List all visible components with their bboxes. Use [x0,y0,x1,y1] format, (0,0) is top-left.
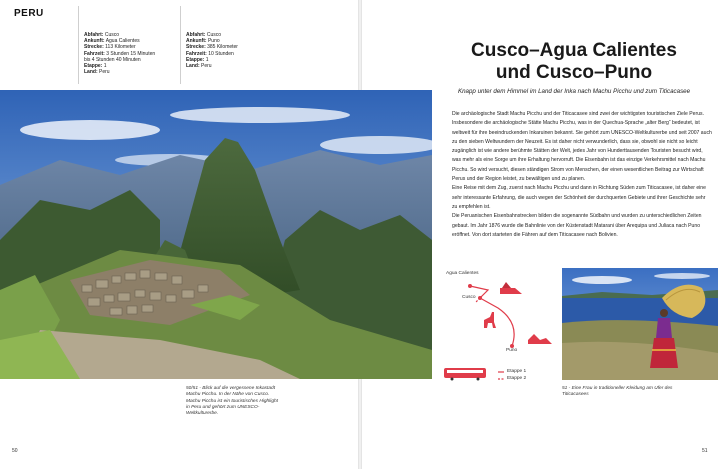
map-label-cusco: Cusco [462,295,476,300]
info-row: Fahrzeit: 3 Stunden 15 Minuten [84,50,156,57]
cusco-marker [478,296,482,300]
info-row: Ankunft: Agua Calientes [84,38,140,45]
lake-icon [528,334,552,344]
divider [180,6,181,84]
route-map [440,268,555,386]
legend-etappe-1: Etappe 1 [507,369,527,374]
page-title: Cusco–Agua Calientes und Cusco–Puno [471,40,677,83]
titicaca-woman-photo [562,268,718,380]
info-row: Land: Peru [84,69,110,76]
info-row: Etappe: 1 [186,56,209,63]
map-label-aguas-calientes: Agua Calientes [446,271,479,276]
aguas-calientes-marker [468,284,472,288]
map-label-puno: Puno [506,348,518,353]
paragraph: Eine Reise mit dem Zug, zuerst nach Machu Picchu und dann in Richtung Süden zum Titicacasee, ist daher eine sehr interessante Erfahrung, die auch wegen der Schönheit der durchquerten Gebiete und ihrer Geschichte sehr zu empfehlen ist. [452,185,706,210]
page-number-right: 51 [702,448,708,454]
page-number-left: 50 [12,448,18,454]
photo-caption-right: 51 - Eine Frau in traditioneller Kleidung am Ufer des Titicacasees [562,386,673,398]
info-row: bis 4 Stunden 40 Minuten [84,56,141,63]
paragraph: Die archäologische Stadt Machu Picchu und der Titicacasee sind zwei der wichtigsten touristischen Ziele Perus. Insbesondere die archäologische Stätte Machu Picchu, was in der Quechua-Sprache „alter Berg“ bedeutet, ist weltweit für ihre beeindruckenden Inkaruinen bekannt. Sie gehört zum UNESCO-Weltkulturerbe und seit 2007 auch zu den sieben Weltwundern der Neuzeit. Es ist daher nicht verwunderlich, dass sie, obwohl sie nicht so leicht zugänglich ist wie andere berühmte Stätten der Welt, jedes Jahr von Hunderttausenden Touristen besucht wird, was mehr als eine Sorge um ihre Erhaltung hervorruft. Die Eisenbahn ist das einzige Verkehrsmittel nach Machu Picchu. So wird versucht, diesen ständigen Strom von Menschen, der einen wesentlichen Beitrag zur Wirtschaft Perus und der Region leistet, zu bewältigen und zu planen. [452,111,712,183]
info-row: Ankunft: Puno [186,38,220,45]
divider [78,6,79,84]
info-row: Etappe: 1 [84,63,107,70]
photo-caption-left: 50/51 - Blick auf die vergessene Inkastadt Machu Picchu. In der Nähe von Cusco. Machu Picchu ist ein touristisches Highlight in Peru und gehört zum UNESCO-Weltkulturerbe. [186,386,278,417]
route-info-2 [186,32,278,69]
route-info-1 [84,32,176,75]
info-row: Strecke: 385 Kilometer [186,44,238,51]
section-label: PERU [14,8,44,19]
info-row: Fahrzeit: 10 Stunden [186,50,234,57]
info-row: Land: Peru [186,63,212,70]
paragraph: Die Peruanischen Eisenbahnstrecken bilden die sogenannte Südbahn und wurden zu unterschiedlichen Zeiten gebaut. Im Jahr 1876 wurde die Bahnlinie von der Küstenstadt Matarani über Arequipa und Juliaca nach Puno eröffnet. Von dort starteten die Fähren auf dem Titicacasee nach Bolivien. [452,213,702,238]
page-subtitle: Knapp unter dem Himmel im Land der Inka nach Machu Picchu und zum Titicacasee [457,88,691,95]
info-row: Abfahrt: Cusco [186,32,222,38]
llama-icon [484,312,496,328]
article-body [452,110,712,240]
machu-picchu-photo [0,90,432,379]
legend-etappe-2: Etappe 2 [507,376,527,381]
info-row: Abfahrt: Cusco [84,32,120,38]
mountain-icon [500,288,522,294]
info-row: Strecke: 113 Kilometer [84,44,136,51]
